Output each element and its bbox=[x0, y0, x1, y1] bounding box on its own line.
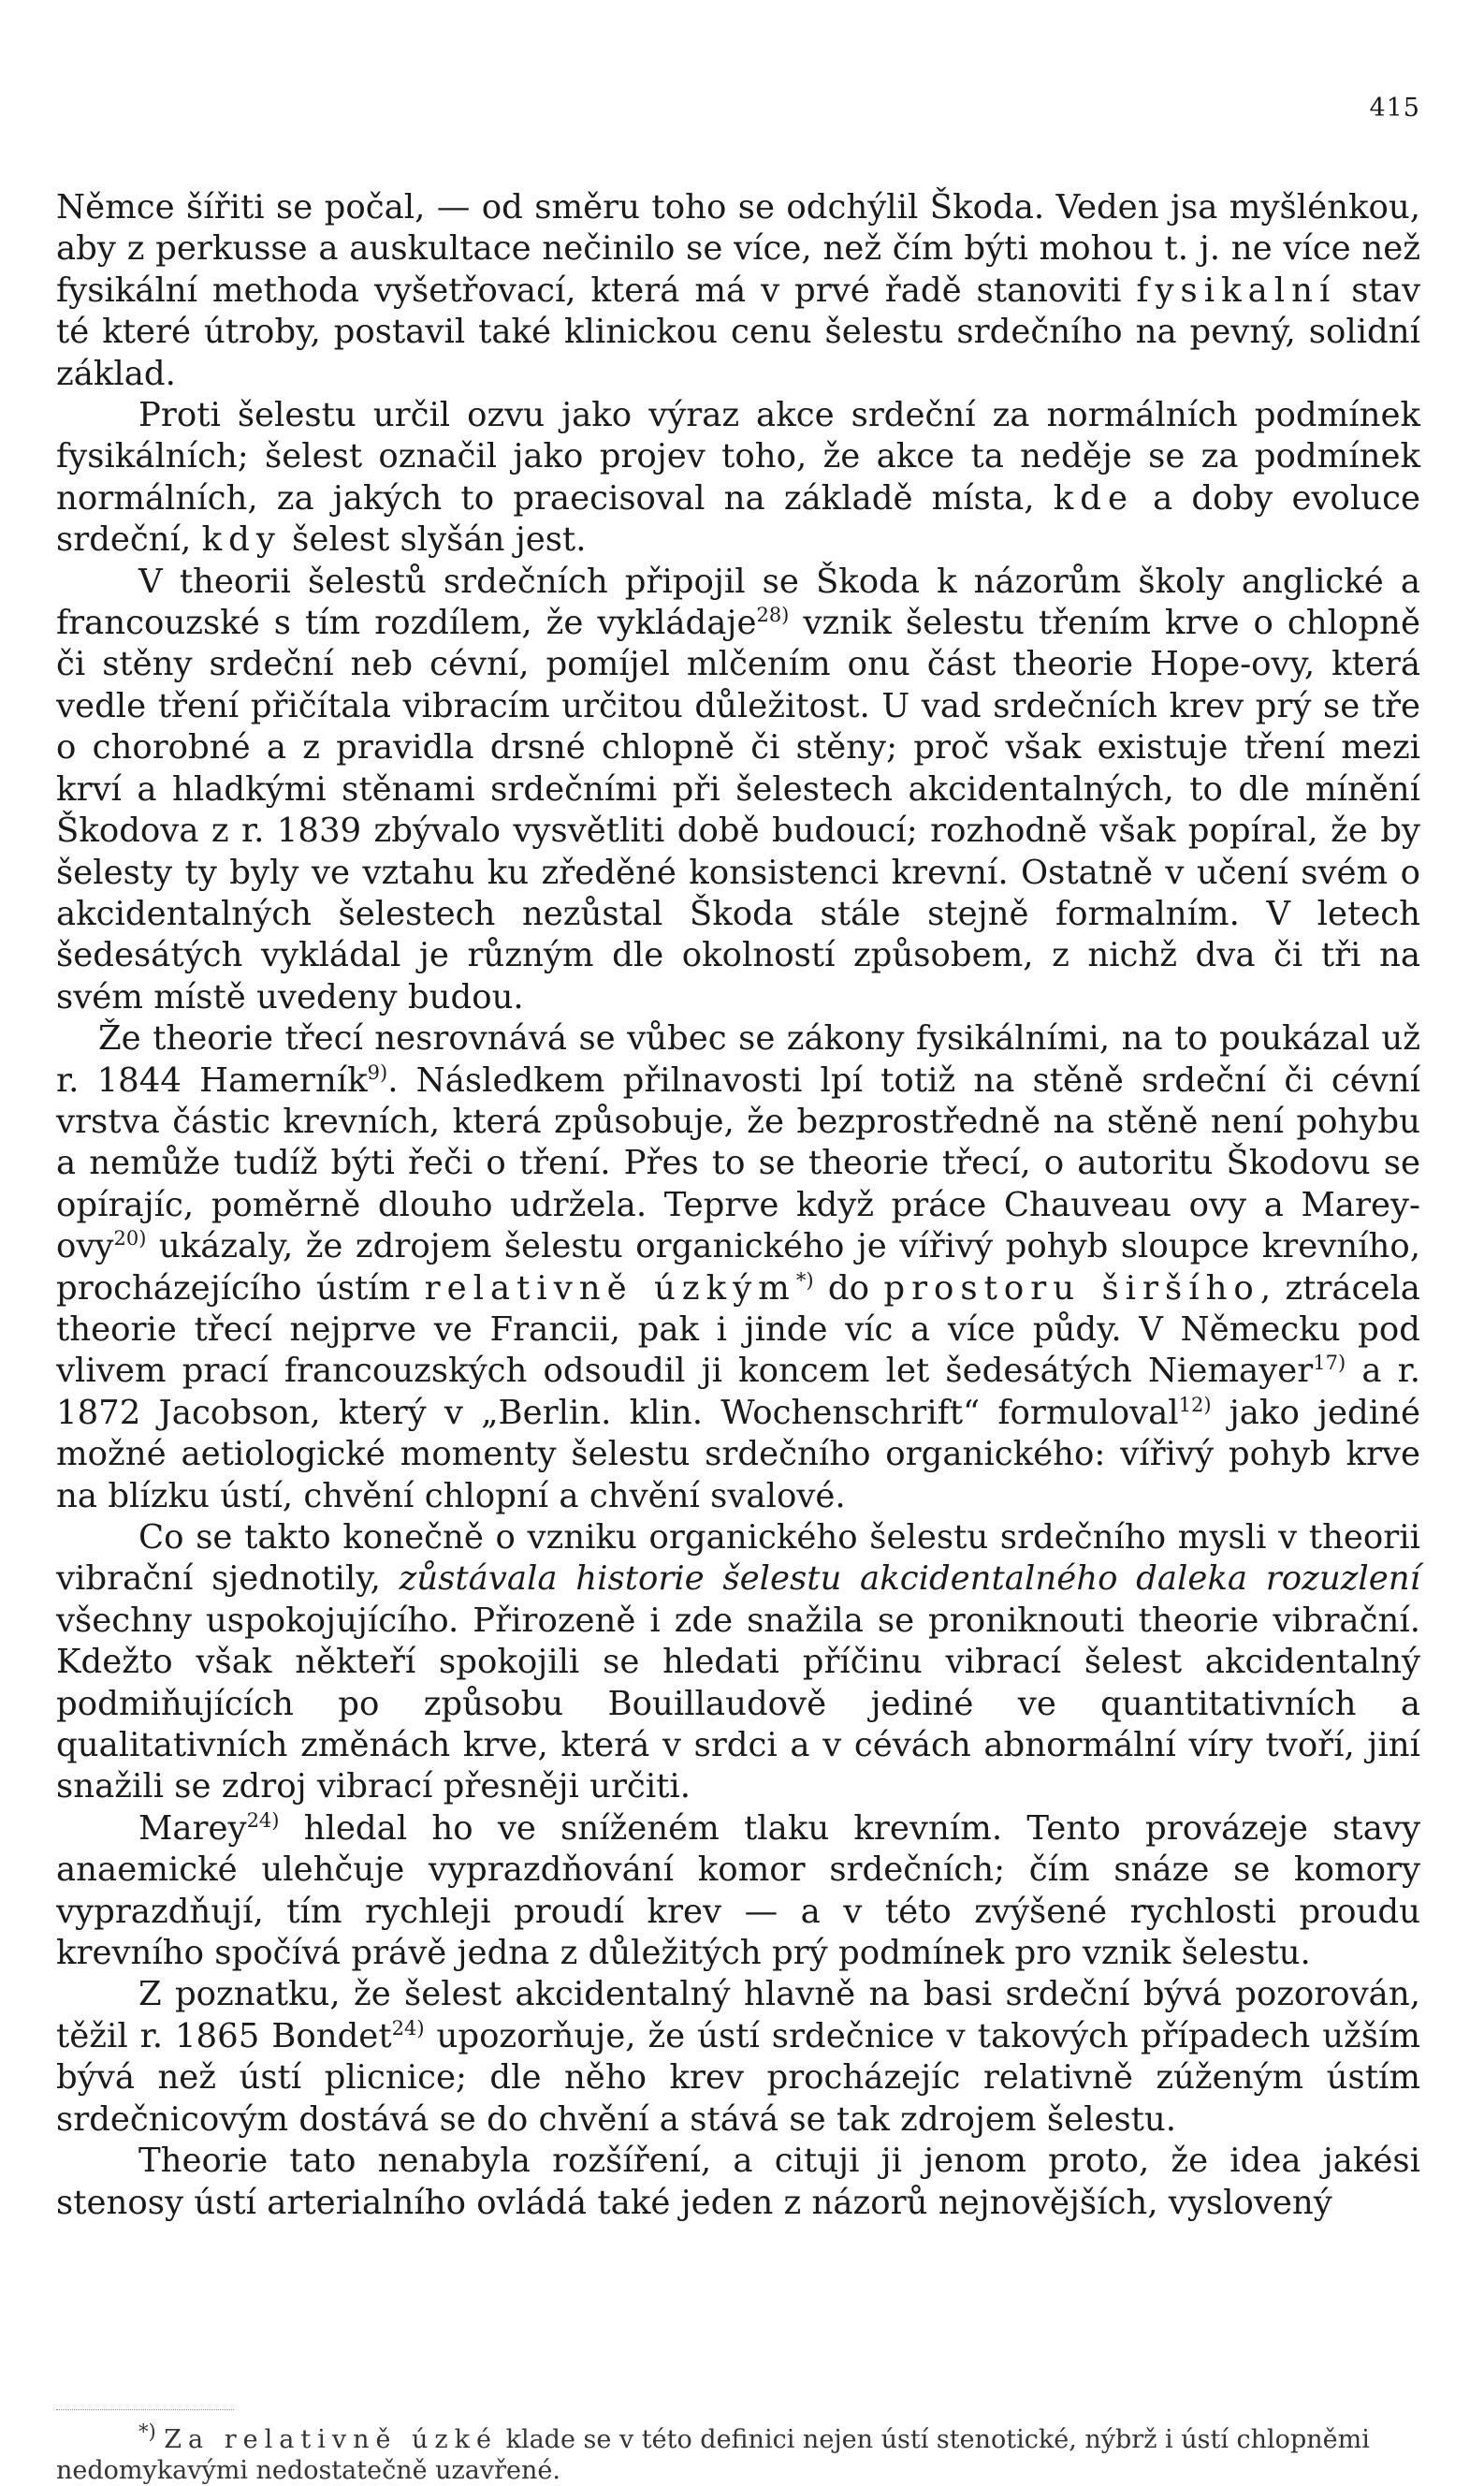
body-text bbox=[56, 187, 1420, 2224]
paragraph-6 bbox=[56, 1808, 1420, 1975]
footnote-marker: *) bbox=[795, 1268, 814, 1292]
text-run: , ztrácela theorie třecí nejprve ve Francii, pak i jinde víc a více půdy. V Německu pod vlivem prací francouzských odsoudil ji koncem let šedesátých Niemayer bbox=[56, 1268, 1420, 1391]
citation-marker: 9) bbox=[367, 1060, 388, 1084]
text-run: Theorie tato nenabyla rozšíření, a cituji ji jenom proto, že idea jakési stenosy ústí arterialního ovládá také jeden z názorů nejnovějších, vyslovený bbox=[56, 2142, 1420, 2222]
text-run: všechny uspokojujícího. Přirozeně i zde snažila se proniknouti theorie vibrační. Kdežto však někteří spokojili se hledati příčinu vibrací šelest akcidentalný podmiňujících po způsobu Bouillaudově jediné ve quantitativních a qualitativních změnách krve, která v srdci a v cévách abnormální víry tvoří, jiní snažili se zdroj vibrací přesněji určiti. bbox=[56, 1601, 1420, 1806]
paragraph-5 bbox=[56, 1517, 1420, 1808]
text-run: Proti šelestu určil ozvu jako výraz akce srdeční za normálních podmínek fysikálních; šelest označil jako projev toho, že akce ta neděje se za podmínek normálních, za jakých to praecisoval na základě místa, bbox=[56, 396, 1420, 518]
citation-marker: 17) bbox=[1313, 1352, 1346, 1375]
text-run: jako jediné možné aetiologické momenty šelestu srdečního organického: vířivý pohyb krve na blízku ústí, chvění chlopní a chvění svalové. bbox=[56, 1393, 1421, 1515]
paragraph-4 bbox=[56, 1018, 1420, 1517]
footnote-marker: *) bbox=[138, 2420, 156, 2443]
citation-marker: 24) bbox=[391, 2017, 425, 2040]
spaced-term: Za relativně úzké bbox=[164, 2425, 498, 2454]
spaced-term: kdy bbox=[201, 520, 282, 560]
text-run: hledal ho ve sníženém tlaku krevním. Tento provázeje stavy anaemické ulehčuje vyprazdňování komor srdečních; čím snáze se komory vyprazdňují, tím rychleji proudí krev — a v této zvýšené rychlosti proudu krevního spočívá právě jedna z důležitých prý podmínek pro vznik šelestu. bbox=[56, 1808, 1420, 1973]
citation-marker: 24) bbox=[246, 1809, 280, 1833]
page-number: 415 bbox=[1369, 94, 1420, 123]
paragraph-1 bbox=[56, 187, 1420, 395]
text-run: Marey bbox=[138, 1808, 247, 1848]
citation-marker: 28) bbox=[756, 604, 790, 627]
text-run: Němce šířiti se počal, — od směru toho se odchýlil Škoda. Veden jsa myšlénkou, aby z perkusse a auskultace nečinilo se více, než čím býti mohou t. j. ne více než fysikální methoda vyšetřovací, která má v prvé řadě stanoviti bbox=[56, 188, 1420, 310]
text-run: Že theorie třecí nesrovnává se vůbec se zákony fysikálními, na to poukázal už r. 1844 Hamerník bbox=[56, 1019, 1420, 1100]
text-run: do bbox=[813, 1268, 884, 1308]
text-run: a doby evoluce srdeční, bbox=[56, 478, 1420, 560]
text-run: Z poznatku, že šelest akcidentalný hlavně na basi srdeční bývá pozorován, těžil r. 1865 Bondet bbox=[56, 1975, 1420, 2055]
spaced-term: relativně úzkým bbox=[424, 1268, 796, 1308]
text-run: V theorii šelestů srdečních připojil se Škoda k názorům školy anglické a francouzské s tím rozdílem, že vykládaje bbox=[56, 562, 1420, 643]
footnote-divider bbox=[56, 2409, 234, 2410]
footnote bbox=[56, 2420, 1422, 2486]
footnote-text bbox=[56, 2420, 1422, 2486]
text-run: šelest slyšán jest. bbox=[281, 520, 587, 560]
paragraph-8 bbox=[56, 2141, 1420, 2224]
citation-marker: 20) bbox=[113, 1227, 147, 1250]
text-run: . Následkem přilnavosti lpí totiž na stěně srdeční či cévní vrstva částic krevních, která způsobuje, že bezprostředně na stěně není pohybu a nemůže tudíž býti řeči o tření. Přes to se theorie třecí, o autoritu Škodovu se opírajíc, poměrně dlouho udržela. Teprve když práce Chauveau ovy a Marey-ovy bbox=[56, 1060, 1420, 1266]
text-run: ukázaly, že zdrojem šelestu organického je vířivý pohyb sloupce krevního, procházejícího ústím bbox=[56, 1227, 1420, 1308]
italic-run: zůstávala historie šelestu akcidentalného daleka rozuzlení bbox=[399, 1559, 1420, 1599]
spaced-term: fysikalní bbox=[1136, 271, 1337, 310]
text-run: upozorňuje, že ústí srdečnice v takových případech užším bývá než ústí plicnice; dle něho krev procházejíc relativně zúženým ústím srdečnicovým dostává se do chvění a stává se tak zdrojem šelestu. bbox=[56, 2016, 1420, 2139]
paragraph-3 bbox=[56, 562, 1420, 1018]
spaced-term: prostoru širšího bbox=[883, 1268, 1260, 1308]
spaced-term: kde bbox=[1053, 478, 1134, 518]
text-run: stav té které útroby, postavil také klinickou cenu šelestu srdečního na pevný, solidní základ. bbox=[56, 271, 1420, 393]
citation-marker: 12) bbox=[1178, 1393, 1212, 1416]
text-run: Co se takto konečně o vzniku organického šelestu srdečního mysli v theorii vibrační sjednotily, bbox=[56, 1518, 1420, 1599]
paragraph-7 bbox=[56, 1974, 1420, 2141]
text-run: vznik šelestu třením krve o chlopně či stěny srdeční neb cévní, pomíjel mlčením onu část theorie Hope-ovy, která vedle tření přičítala vibracím určitou důležitost. U vad srdečních krev prý se tře o chorobné a z pravidla drsné chlopně či stěny; proč však existuje tření mezi krví a hladkými stěnami srdečními při šelestech akcidentalných, to dle mínění Škodova z r. 1839 zbývalo vysvětliti době budoucí; rozhodně však popíral, že by šelesty ty byly ve vztahu ku zředěné konsistenci krevní. Ostatně v učení svém o akcidentalných šelestech nezůstal Škoda stále stejně formalním. V letech šedesátých vykládal je různým dle okolností způsobem, z nichž dva či tři na svém místě uvedeny budou. bbox=[56, 604, 1420, 1016]
text-run: a r. 1872 Jacobson, který v „Berlin. klin. Wochenschrift“ formuloval bbox=[56, 1352, 1420, 1432]
text-run: klade se v této definici nejen ústí stenotické, nýbrž i ústí chlopněmi nedomykavými nedostatečně uzavřené. bbox=[56, 2425, 1370, 2485]
paragraph-2 bbox=[56, 395, 1420, 562]
